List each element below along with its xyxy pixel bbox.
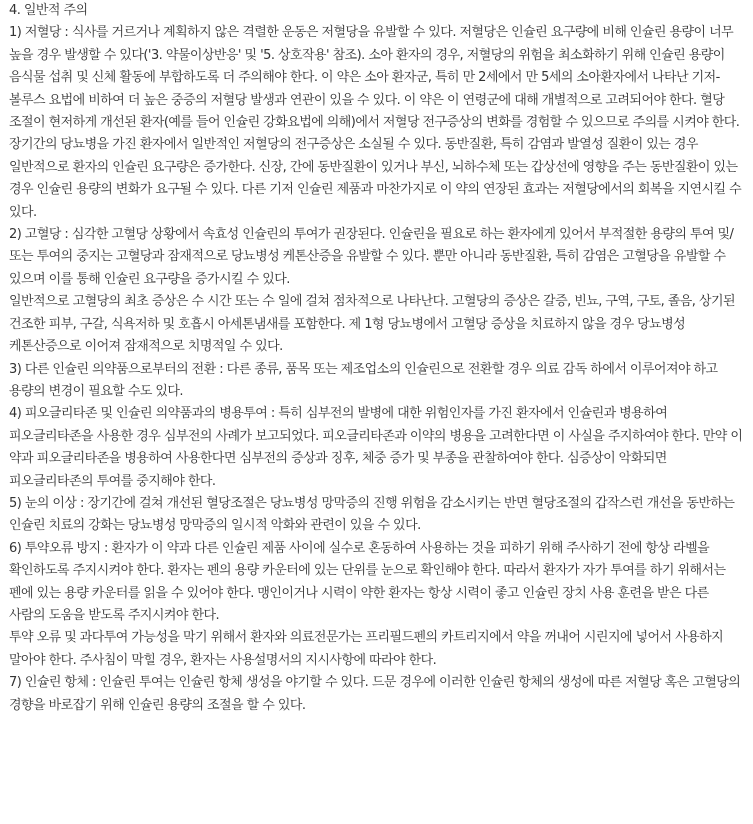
paragraph-hyperglycemia: 2) 고혈당 : 심각한 고혈당 상황에서 속효성 인슐린의 투여가 권장된다. 인슐린을 필요로 하는 환자에게 있어서 부적절한 용량의 투여 및/또는 투여의 중지는 고혈당과 잠재적으로 당뇨병성 케톤산증을 유발할 수 있다. 뿐만 아니라 동반질환, 특히 감염은 고혈당을 유발할 수 있으며 이를 통해 인슐린 요구량을 증가시킬 수 있다. [9,227,734,287]
paragraph-hyperglycemia-symptoms: 일반적으로 고혈당의 최초 증상은 수 시간 또는 수 일에 걸쳐 점차적으로 나타난다. 고혈당의 증상은 갈증, 빈뇨, 구역, 구토, 졸음, 상기된 건조한 피부, 구갈, 식욕저하 및 호흡시 아세톤냄새를 포함한다. 제 1형 당뇨병에서 고혈당 증상을 치료하지 않을 경우 당뇨병성 케톤산증으로 이어져 잠재적으로 치명적일 수 있다. [9,294,735,355]
paragraph-insulin-antibodies: 7) 인슐린 항체 : 인슐린 투여는 인슐린 항체 생성을 야기할 수 있다. 드문 경우에 이러한 인슐린 항체의 생성에 따른 저혈당 혹은 고혈당의 경향을 바로잡기 위해 인슐린 용량의 조절을 할 수 있다. [9,675,741,713]
paragraph-pioglitazone: 4) 피오글리타존 및 인슐린 의약품과의 병용투여 : 특히 심부전의 발병에 대한 위험인자를 가진 환자에서 인슐린과 병용하여 피오글리타존을 사용한 경우 심부전의 사례가 보고되었다. 피오글리타존과 이약의 병용을 고려한다면 이 사실을 주지하여야 한다. 만약 이 약과 피오글리타존을 병용하여 사용한다면 심부전의 증상과 징후, 체중 증가 및 부종을 관찰하여야 한다. 심증상이 악화되면 피오글리타존의 투여를 중지해야 한다. [9,406,743,489]
paragraph-hypoglycemia: 1) 저혈당 : 식사를 거르거나 계획하지 않은 격렬한 운동은 저혈당을 유발할 수 있다. 저혈당은 인슐린 요구량에 비해 인슐린 용량이 너무 높을 경우 발생할 수 있다('3. 약물이상반응' 및 '5. 상호작용' 참조). 소아 환자의 경우, 저혈당의 위험을 최소화하기 위해 인슐린 용량이 음식물 섭취 및 신체 활동에 부합하도록 더 주의해야 한다. 이 약은 소아 환자군, 특히 만 2세에서 만 5세의 소아환자에서 나타난 기저-볼루스 요법에 비하여 더 높은 중증의 저혈당 발생과 연관이 있을 수 있다. 이 약은 이 연령군에 대해 개별적으로 고려되어야 한다. 혈당 조절이 현저하게 개선된 환자(예를 들어 인슐린 강화요법에 의해)에서 저혈당 전구증상의 변화를 경험할 수 있으므로 주의를 시켜야 한다. 장기간의 당뇨병을 가진 환자에서 일반적인 저혈당의 전구증상은 소실될 수 있다. 동반질환, 특히 감염과 발열성 질환이 있는 경우 일반적으로 환자의 인슐린 요구량은 증가한다. 신장, 간에 동반질환이 있거나 부신, 뇌하수체 또는 갑상선에 영향을 주는 동반질환이 있는 경우 인슐린 용량의 변화가 요구될 수 있다. 다른 기저 인슐린 제품과 마찬가지로 이 약의 연장된 효과는 저혈당에서의 회복을 지연시킬 수 있다. [9,25,742,220]
section-heading: 4. 일반적 주의 [9,3,88,18]
paragraph-eye-disorders: 5) 눈의 이상 : 장기간에 걸쳐 개선된 혈당조절은 당뇨병성 망막증의 진행 위험을 감소시키는 반면 혈당조절의 갑작스런 개선을 동반하는 인슐린 치료의 강화는 당뇨병성 망막증의 일시적 악화와 관련이 있을 수 있다. [9,495,735,534]
paragraph-insulin-switch: 3) 다른 인슐린 의약품으로부터의 전환 : 다른 종류, 품목 또는 제조업소의 인슐린으로 전환할 경우 의료 감독 하에서 이루어져야 하고 용량의 변경이 필요할 수도 있다. [9,361,718,399]
paragraph-overdose-prevention: 투약 오류 및 과다투여 가능성을 막기 위해서 환자와 의료전문가는 프리필드펜의 카트리지에서 약을 꺼내어 시린지에 넣어서 사용하지 말아야 한다. 주사침이 막힐 경우, 환자는 사용설명서의 지시사항에 따라야 한다. [9,630,724,668]
paragraph-medication-errors: 6) 투약오류 방지 : 환자가 이 약과 다른 인슐린 제품 사이에 실수로 혼동하여 사용하는 것을 피하기 위해 주사하기 전에 항상 라벨을 확인하도록 주지시켜야 한다. 환자는 펜의 용량 카운터에 있는 단위를 눈으로 확인해야 한다. 따라서 환자가 자가 투여를 하기 위해서는 펜에 있는 용량 카운터를 읽을 수 있어야 한다. 맹인이거나 시력이 약한 환자는 항상 시력이 좋고 인슐린 장치 사용 훈련을 받은 다른 사람의 도움을 받도록 주지시켜야 한다. [9,540,726,623]
